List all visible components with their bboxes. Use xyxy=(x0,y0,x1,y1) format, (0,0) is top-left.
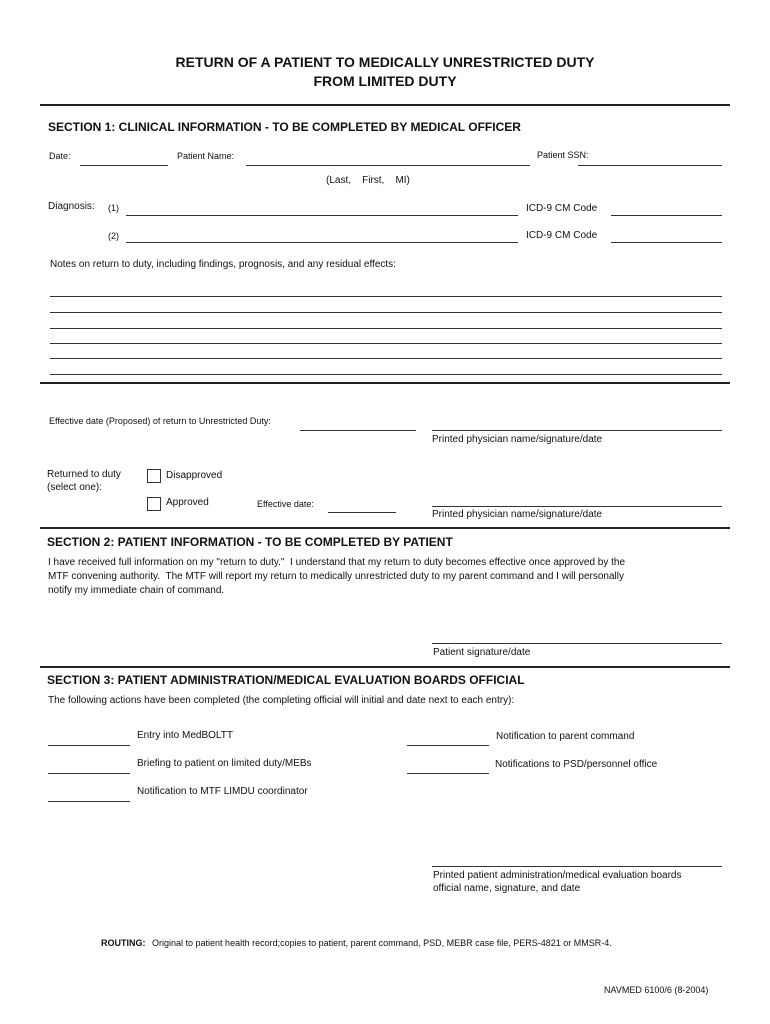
notes-label: Notes on return to duty, including findings, prognosis, and any residual effects: xyxy=(50,259,396,270)
divider xyxy=(40,104,730,106)
divider xyxy=(40,382,730,384)
section3-heading: SECTION 3: PATIENT ADMINISTRATION/MEDICAL EVALUATION BOARDS OFFICIAL xyxy=(47,673,525,687)
approved-checkbox[interactable] xyxy=(147,497,161,511)
form-title-line2: FROM LIMITED DUTY xyxy=(313,73,457,89)
section3-intro: The following actions have been completed (the completing official will initial and date next to each entry): xyxy=(48,695,515,706)
action-psd-notification: Notifications to PSD/personnel office xyxy=(495,759,658,770)
patient-name-field[interactable] xyxy=(246,165,530,166)
effective-date-proposed-field[interactable] xyxy=(300,430,416,431)
effective-date-proposed-label: Effective date (Proposed) of return to Unrestricted Duty: xyxy=(49,416,271,426)
approved-label: Approved xyxy=(166,497,209,508)
physician-signature-2-field[interactable] xyxy=(432,506,722,507)
patient-ssn-field[interactable] xyxy=(578,165,722,166)
disapproved-label: Disapproved xyxy=(166,470,223,481)
official-signature-label: Printed patient administration/medical evaluation boards xyxy=(433,870,682,881)
patient-ssn-label: Patient SSN: xyxy=(537,150,589,160)
routing-label: ROUTING: xyxy=(101,938,146,948)
initial-date-field[interactable] xyxy=(407,745,489,746)
action-parent-command: Notification to parent command xyxy=(496,731,635,742)
physician-signature-label: Printed physician name/signature/date xyxy=(432,434,603,445)
notes-line[interactable] xyxy=(50,374,722,375)
action-medboltt: Entry into MedBOLTT xyxy=(137,730,233,741)
routing-text: Original to patient health record;copies to patient, parent command, PSD, MEBR case file, PERS-4821 or MMSR-4. xyxy=(152,938,612,948)
icd-code-2-field[interactable] xyxy=(611,242,722,243)
notes-line[interactable] xyxy=(50,312,722,313)
action-briefing: Briefing to patient on limited duty/MEBs xyxy=(137,758,312,769)
notes-line[interactable] xyxy=(50,343,722,344)
select-one-label: (select one): xyxy=(47,482,103,493)
diagnosis-1-number: (1) xyxy=(108,203,119,213)
effective-date-label: Effective date: xyxy=(257,499,314,509)
divider xyxy=(40,527,730,529)
icd-code-1-field[interactable] xyxy=(611,215,722,216)
icd-code-1-label: ICD-9 CM Code xyxy=(526,203,598,214)
initial-date-field[interactable] xyxy=(48,801,130,802)
initial-date-field[interactable] xyxy=(48,745,130,746)
section2-heading: SECTION 2: PATIENT INFORMATION - TO BE COMPLETED BY PATIENT xyxy=(47,535,453,549)
effective-date-field[interactable] xyxy=(328,512,396,513)
diagnosis-label: Diagnosis: xyxy=(48,201,95,212)
official-signature-label: official name, signature, and date xyxy=(433,883,581,894)
patient-statement-line: MTF convening authority. The MTF will report my return to medically unrestricted duty to my parent command and I will personally xyxy=(48,571,624,582)
notes-line[interactable] xyxy=(50,296,722,297)
diagnosis-2-field[interactable] xyxy=(126,242,518,243)
routing-note xyxy=(101,938,612,948)
physician-signature-field[interactable] xyxy=(432,430,722,431)
notes-line[interactable] xyxy=(50,328,722,329)
date-label: Date: xyxy=(49,151,71,161)
form-number: NAVMED 6100/6 (8-2004) xyxy=(604,985,709,995)
returned-to-duty-label: Returned to duty xyxy=(47,469,121,480)
physician-signature-2-label: Printed physician name/signature/date xyxy=(432,509,603,520)
section1-heading: SECTION 1: CLINICAL INFORMATION - TO BE COMPLETED BY MEDICAL OFFICER xyxy=(48,120,521,134)
official-signature-field[interactable] xyxy=(432,866,722,867)
initial-date-field[interactable] xyxy=(407,773,489,774)
patient-signature-field[interactable] xyxy=(432,643,722,644)
patient-signature-label: Patient signature/date xyxy=(433,647,531,658)
disapproved-checkbox[interactable] xyxy=(147,469,161,483)
notes-line[interactable] xyxy=(50,358,722,359)
diagnosis-1-field[interactable] xyxy=(126,215,518,216)
initial-date-field[interactable] xyxy=(48,773,130,774)
icd-code-2-label: ICD-9 CM Code xyxy=(526,230,598,241)
diagnosis-2-number: (2) xyxy=(108,231,119,241)
patient-statement-line: I have received full information on my "return to duty." I understand that my return to duty becomes effective once approved by the xyxy=(48,557,626,568)
name-format-hint: (Last, First, MI) xyxy=(326,175,410,186)
divider xyxy=(40,666,730,668)
patient-statement-line: notify my immediate chain of command. xyxy=(48,585,225,596)
patient-name-label: Patient Name: xyxy=(177,151,235,161)
date-field[interactable] xyxy=(80,165,168,166)
action-limdu-notification: Notification to MTF LIMDU coordinator xyxy=(137,786,308,797)
form-title-line1: RETURN OF A PATIENT TO MEDICALLY UNRESTRICTED DUTY xyxy=(175,54,595,70)
